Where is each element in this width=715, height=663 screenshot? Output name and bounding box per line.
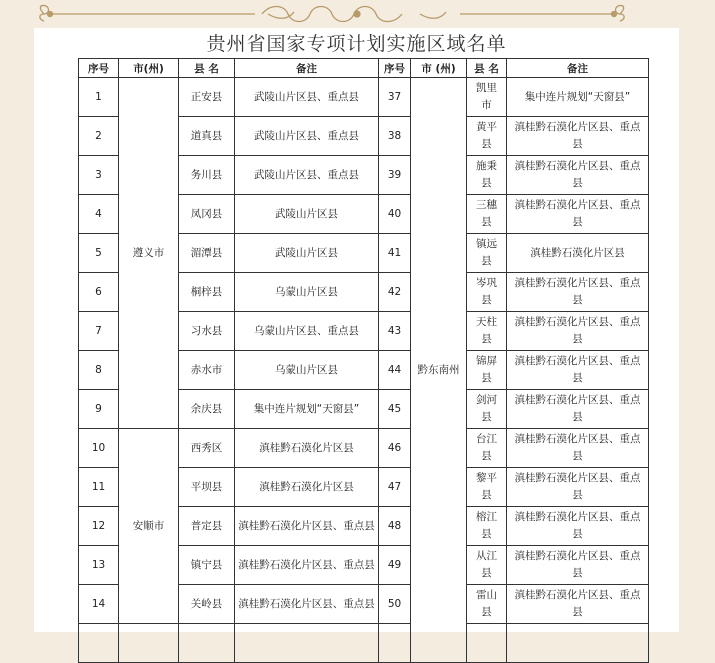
header-county-left: 县 名 bbox=[179, 59, 235, 78]
table-row bbox=[79, 78, 649, 117]
row-number: 10 bbox=[79, 429, 119, 468]
header-county-right: 县 名 bbox=[467, 59, 507, 78]
county-name: 锦屏县 bbox=[467, 351, 507, 390]
region-table bbox=[78, 58, 649, 663]
county-note: 滇桂黔石漠化片区县 bbox=[235, 429, 379, 468]
county-note: 集中连片规划“天窗县” bbox=[235, 390, 379, 429]
county-name: 榕江县 bbox=[467, 507, 507, 546]
row-number: 50 bbox=[379, 585, 411, 624]
county-note: 滇桂黔石漠化片区县、重点县 bbox=[507, 117, 649, 156]
row-number: 6 bbox=[79, 273, 119, 312]
row-number: 9 bbox=[79, 390, 119, 429]
row-number: 43 bbox=[379, 312, 411, 351]
city-cell bbox=[119, 624, 179, 663]
county-name: 岑巩县 bbox=[467, 273, 507, 312]
row-number: 8 bbox=[79, 351, 119, 390]
county-name bbox=[179, 624, 235, 663]
document-page bbox=[34, 28, 679, 632]
header-city-right: 市 (州) bbox=[411, 59, 467, 78]
header-ornament bbox=[0, 0, 715, 28]
county-name: 道真县 bbox=[179, 117, 235, 156]
county-note: 滇桂黔石漠化片区县、重点县 bbox=[507, 312, 649, 351]
row-number: 49 bbox=[379, 546, 411, 585]
county-name: 余庆县 bbox=[179, 390, 235, 429]
row-number: 45 bbox=[379, 390, 411, 429]
county-name: 施秉县 bbox=[467, 156, 507, 195]
row-number: 48 bbox=[379, 507, 411, 546]
county-name: 天柱县 bbox=[467, 312, 507, 351]
header-no-left: 序号 bbox=[79, 59, 119, 78]
county-note: 武陵山片区县 bbox=[235, 234, 379, 273]
header-note-right: 备注 bbox=[507, 59, 649, 78]
row-number: 39 bbox=[379, 156, 411, 195]
county-name: 习水县 bbox=[179, 312, 235, 351]
row-number: 47 bbox=[379, 468, 411, 507]
county-name: 镇宁县 bbox=[179, 546, 235, 585]
county-note: 武陵山片区县、重点县 bbox=[235, 117, 379, 156]
county-name: 桐梓县 bbox=[179, 273, 235, 312]
county-note: 滇桂黔石漠化片区县、重点县 bbox=[507, 351, 649, 390]
county-note: 滇桂黔石漠化片区县、重点县 bbox=[507, 195, 649, 234]
county-note: 乌蒙山片区县 bbox=[235, 351, 379, 390]
row-number: 41 bbox=[379, 234, 411, 273]
city-cell: 安顺市 bbox=[119, 429, 179, 624]
county-note: 滇桂黔石漠化片区县、重点县 bbox=[507, 273, 649, 312]
county-note: 滇桂黔石漠化片区县、重点县 bbox=[235, 507, 379, 546]
county-note: 滇桂黔石漠化片区县、重点县 bbox=[507, 390, 649, 429]
county-note: 武陵山片区县 bbox=[235, 195, 379, 234]
row-number: 5 bbox=[79, 234, 119, 273]
city-cell: 黔东南州 bbox=[411, 78, 467, 663]
county-note: 武陵山片区县、重点县 bbox=[235, 156, 379, 195]
row-number: 13 bbox=[79, 546, 119, 585]
row-number: 40 bbox=[379, 195, 411, 234]
county-note: 乌蒙山片区县、重点县 bbox=[235, 312, 379, 351]
row-number: 12 bbox=[79, 507, 119, 546]
county-name: 西秀区 bbox=[179, 429, 235, 468]
row-number: 44 bbox=[379, 351, 411, 390]
county-note: 滇桂黔石漠化片区县、重点县 bbox=[507, 507, 649, 546]
row-number: 14 bbox=[79, 585, 119, 624]
row-number bbox=[79, 624, 119, 663]
header-note-left: 备注 bbox=[235, 59, 379, 78]
county-note: 滇桂黔石漠化片区县、重点县 bbox=[507, 468, 649, 507]
table-header-row bbox=[79, 59, 649, 78]
county-name: 正安县 bbox=[179, 78, 235, 117]
header-no-right: 序号 bbox=[379, 59, 411, 78]
row-number: 2 bbox=[79, 117, 119, 156]
county-name bbox=[467, 624, 507, 663]
row-number: 46 bbox=[379, 429, 411, 468]
row-number: 42 bbox=[379, 273, 411, 312]
row-number: 3 bbox=[79, 156, 119, 195]
county-note: 乌蒙山片区县 bbox=[235, 273, 379, 312]
header-city-left: 市(州) bbox=[119, 59, 179, 78]
city-cell: 遵义市 bbox=[119, 78, 179, 429]
row-number: 4 bbox=[79, 195, 119, 234]
county-note bbox=[235, 624, 379, 663]
county-name: 普定县 bbox=[179, 507, 235, 546]
county-note: 滇桂黔石漠化片区县、重点县 bbox=[507, 546, 649, 585]
county-note: 滇桂黔石漠化片区县 bbox=[235, 468, 379, 507]
county-name: 剑河县 bbox=[467, 390, 507, 429]
row-number: 37 bbox=[379, 78, 411, 117]
county-name: 关岭县 bbox=[179, 585, 235, 624]
county-note: 武陵山片区县、重点县 bbox=[235, 78, 379, 117]
row-number: 38 bbox=[379, 117, 411, 156]
county-note: 滇桂黔石漠化片区县、重点县 bbox=[507, 585, 649, 624]
county-note: 滇桂黔石漠化片区县、重点县 bbox=[235, 585, 379, 624]
table-row-continued bbox=[79, 624, 649, 663]
county-note: 滇桂黔石漠化片区县、重点县 bbox=[507, 156, 649, 195]
county-note bbox=[507, 624, 649, 663]
document-title: 贵州省国家专项计划实施区域名单 bbox=[206, 33, 507, 55]
county-note: 滇桂黔石漠化片区县 bbox=[507, 234, 649, 273]
county-name: 湄潭县 bbox=[179, 234, 235, 273]
row-number: 11 bbox=[79, 468, 119, 507]
county-name: 赤水市 bbox=[179, 351, 235, 390]
row-number: 1 bbox=[79, 78, 119, 117]
county-name: 凯里市 bbox=[467, 78, 507, 117]
county-name: 镇远县 bbox=[467, 234, 507, 273]
county-note: 滇桂黔石漠化片区县、重点县 bbox=[235, 546, 379, 585]
county-name: 从江县 bbox=[467, 546, 507, 585]
row-number bbox=[379, 624, 411, 663]
county-name: 平坝县 bbox=[179, 468, 235, 507]
county-name: 台江县 bbox=[467, 429, 507, 468]
county-name: 黎平县 bbox=[467, 468, 507, 507]
row-number: 7 bbox=[79, 312, 119, 351]
county-note: 集中连片规划“天窗县” bbox=[507, 78, 649, 117]
county-name: 务川县 bbox=[179, 156, 235, 195]
county-note: 滇桂黔石漠化片区县、重点县 bbox=[507, 429, 649, 468]
county-name: 黄平县 bbox=[467, 117, 507, 156]
county-name: 凤冈县 bbox=[179, 195, 235, 234]
table-row bbox=[79, 429, 649, 468]
county-name: 三穗县 bbox=[467, 195, 507, 234]
county-name: 雷山县 bbox=[467, 585, 507, 624]
